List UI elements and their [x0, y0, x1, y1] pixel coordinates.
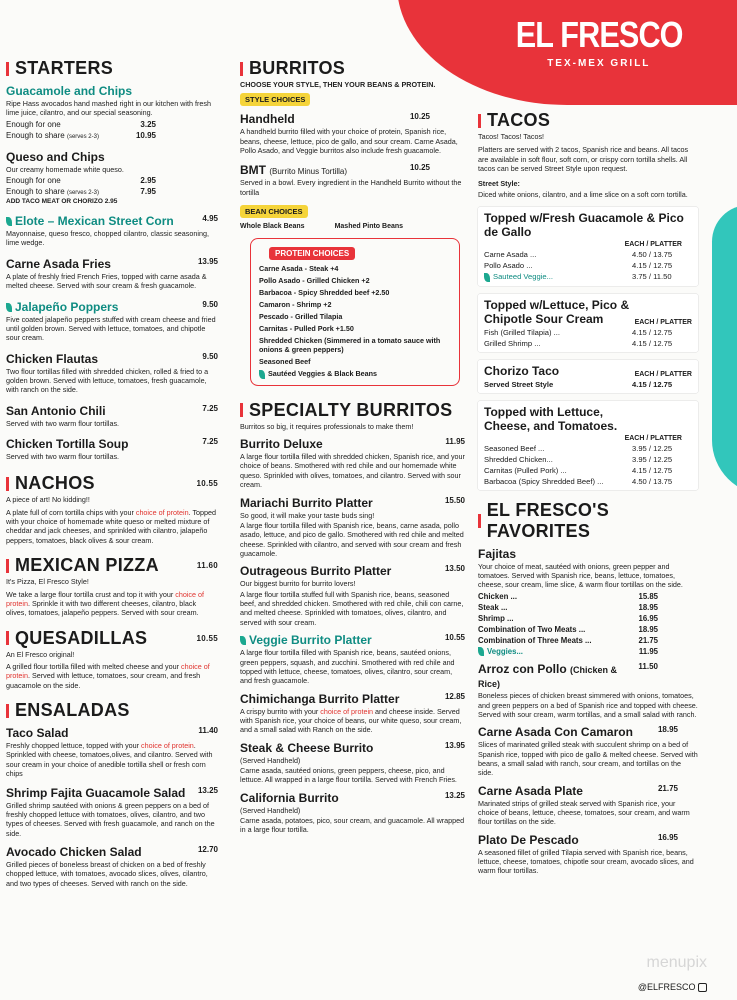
section-burritos: BURRITOS	[240, 58, 465, 79]
item-arroz: Arroz con Pollo (Chicken & Rice) 11.50 Boneless pieces of chicken breast simmered with onions, tomatoes, and green peppers on a bed of Spanish rice and topped with cheese. Served with sour cream, warm tortillas, and a small salad with ranch.	[478, 662, 698, 719]
column-left: STARTERS Guacamole and Chips Ripe Hass avocados hand mashed right in our kitchen with fresh lime juice, cilantro, and our special seasoning. Enough for one 3.25 Enough to share (serves 2-3) 10.95 Queso and Chips Our creamy homemade white queso. Enough for one 2.95 Enough to share (serves 2-3) 7.95 ADD TACO MEAT OR CHORIZO 2.95 Elote – Mexican Street Corn 4.95 Mayonnaise, queso fresco, chopped cilantro, classic seasoning, lime wedge. Carne Asada Fries 13.95 A plate of freshly fried French Fries, topped with carne asada & melted cheese. Served with sour cream & fresh guacamole. Jalapeño Poppers 9.50 Five coated jalapeño peppers stuffed with cream cheese and fried until golden brown. Served with lettuce, tomatoes, and chipotle sour cream. Chicken Flautas 9.50 Two flour tortillas filled with shredded chicken, rolled & fried to a golden brown. Served with lettuce, tomatoes, fresh guacamole, with ranch on the side. San Antonio Chili 7.25 Served with two warm flour tortillas. Chicken Tortilla Soup 7.25 Served with two warm flour tortillas. NACHOS 10.55 A piece of art! No kidding!! A plate full of corn tortilla chips with your choice of protein. Topped with your choice of homemade white queso or melted mixture of cheddar and jack cheeses, and sprinkled with cilantro, jalapeño peppers, tomatoes, black olives & sour cream. MEXICAN PIZZA 11.60 It's Pizza, El Fresco Style! We take a large flour tortilla crust and top it with your choice of protein. Sprinkle it with two different cheeses, cilantro, black olives, tomatoes, jalapeño peppers. Served with sour cream. QUESADILLAS 10.55 An El Fresco original! A grilled flour tortilla filled with melted cheese and your choice of protein. Served with lettuce, tomatoes, sour cream, and fresh guacamole on the side. ENSALADAS Taco Salad 11.40 Freshly chopped lettuce, topped with your choice of protein. Sprinkled with cheese, tomatoes,olives, and cilantro. Served with sour cream in your choice of anedible tortilla shell or fresh corn chips Shrimp Fajita Guacamole Salad 13.25 Grilled shrimp sautéed with onions & green peppers on a bed of freshly chopped lettuce with tomatoes, olives, cilantro, and two types of cheeses. Served with fresh guacamole, and ranch on the side. Avocado Chicken Salad 12.70 Grilled pieces of boneless breast of chicken on a bed of freshly chopped lettuce, with tomatoes, avocado slices, olives, cilantro, and two types of cheeses. Served with ranch on the side.	[6, 58, 218, 888]
taco-group-guacamole: Topped w/Fresh Guacamole & Pico de Gallo EACH / PLATTER Carne Asada ... 4.50 / 13.75 Pollo Asado ... 4.15 / 12.75 Sauteed Veggie... 3.75 / 11.50	[478, 207, 698, 286]
instagram-icon	[698, 983, 707, 992]
section-pizza: MEXICAN PIZZA 11.60	[6, 555, 218, 576]
section-starters: STARTERS	[6, 58, 218, 79]
leaf-icon	[6, 217, 12, 226]
item-guacamole: Guacamole and Chips Ripe Hass avocados hand mashed right in our kitchen with fresh lime juice, cilantro, and our special seasoning. Enough for one 3.25 Enough to share (serves 2-3) 10.95	[6, 84, 211, 140]
section-favorites: EL FRESCO'S FAVORITES	[478, 500, 698, 542]
item-carne-plate: Carne Asada Plate 21.75 Marinated strips of grilled steak served with Spanish rice, your choice of beans, lettuce, cheese, tomatoes, sour cream, and warm flour tortillas on the side.	[478, 783, 690, 827]
item-fajitas: Fajitas Your choice of meat, sautéed with onions, green pepper and tomatoes. Served with Spanish rice, beans, lettuce, tomatoes, cheese, sour cream, lime slice, & warm flour tortillas on the side. Chicken ... 15.85 Steak ... 18.95 Shrimp ... 16.95 Combination of Two Meats ... 18.95 Combination of Three Meats ... 21.75 Veggies... 11.95	[478, 546, 683, 656]
brand-sub: TEX-MEX GRILL	[547, 58, 651, 69]
section-tacos: TACOS	[478, 110, 698, 131]
item-soup: Chicken Tortilla Soup 7.25 Served with two warm flour tortillas.	[6, 437, 218, 462]
item-mariachi: Mariachi Burrito Platter 15.50 So good, it will make your taste buds sing! A large flour tortilla filled with Spanish rice, beans, carne asada, pollo asado, lettuce, and pico de gallo. Smothered with red chile and melted cheese. Sprinkled with cilantro, and served with sour cream and fresh guacamole.	[240, 495, 465, 558]
bean-choices-pill: BEAN CHOICES	[240, 205, 308, 218]
taco-group-chorizo: Chorizo Taco EACH / PLATTER Served Street Style 4.15 / 12.75	[478, 360, 698, 393]
item-chimichanga: Chimichanga Burrito Platter 12.85 A crispy burrito with your choice of protein and cheese inside. Served with Spanish rice, your choice of beans, our white queso, sour cream, and a small salad with Ranch on the side.	[240, 691, 465, 735]
brand-logo	[501, 14, 697, 69]
leaf-icon	[259, 370, 265, 379]
section-specialty: SPECIALTY BURRITOS	[240, 400, 465, 421]
watermark: menupix	[646, 954, 707, 971]
item-chili: San Antonio Chili 7.25 Served with two warm flour tortillas.	[6, 403, 218, 428]
section-quesadillas: QUESADILLAS 10.55	[6, 628, 218, 649]
brand-name: EL FRESCO	[515, 14, 683, 55]
item-flautas: Chicken Flautas 9.50 Two flour tortillas filled with shredded chicken, rolled & fried to a golden brown. Served with lettuce, tomatoes, fresh guacamole, with ranch on the side.	[6, 351, 218, 395]
item-steak-cheese: Steak & Cheese Burrito 13.95 (Served Handheld) Carne asada, sautéed onions, green peppers, cheese, pico, and lettuce. All wrapped in a large flour tortilla. Served with French Fries.	[240, 740, 465, 785]
leaf-icon	[240, 636, 246, 645]
item-carne-fries: Carne Asada Fries 13.95 A plate of freshly fried French Fries, topped with carne asada & melted cheese. Served with sour cream & fresh guacamole.	[6, 256, 218, 291]
taco-group-chipotle: Topped w/Lettuce, Pico & Chipotle Sour Cream EACH / PLATTER Fish (Grilled Tilapia) ... 4.15 / 12.75 Grilled Shrimp ... 4.15 / 12.75	[478, 294, 698, 352]
style-choices-pill: STYLE CHOICES	[240, 93, 310, 106]
bean-list: Whole Black Beans Mashed Pinto Beans	[240, 223, 404, 231]
item-poppers: Jalapeño Poppers 9.50 Five coated jalapeño peppers stuffed with cream cheese and fried until golden brown. Served with lettuce, tomatoes, and chipotle sour cream.	[6, 299, 218, 343]
pizza-desc: We take a large flour tortilla crust and top it with your choice of protein. Sprinkle it with two different cheeses, cilantro, black olives, tomatoes, jalapeño peppers. Served with sour cream.	[6, 589, 205, 618]
item-avocado-salad: Avocado Chicken Salad 12.70 Grilled pieces of boneless breast of chicken on a bed of freshly chopped lettuce, with tomatoes, avocado slices, olives, cilantro, and two types of cheeses. Served with ranch on the side.	[6, 844, 218, 888]
item-pescado: Plato De Pescado 16.95 A seasoned fillet of grilled Tilapia served with Spanish rice, beans, lettuce, cheese, tomatoes, chipotle sour cream, avocado slices, and warm flour tortillas.	[478, 832, 694, 876]
nachos-desc: A plate full of corn tortilla chips with your choice of protein. Topped with your choice of homemade white queso or melted mixture of cheddar and jack cheeses, and sprinkled with cilantro, jalapeño peppers, tomatoes, black olives & sour cream.	[6, 507, 217, 545]
item-camaron: Carne Asada Con Camaron 18.95 Slices of marinated grilled steak with succulent shrimp on a bed of Spanish rice, topped with pico de gallo & melted cheese. Served with beans, a small salad with ranch, sour cream, and tortillas on the side.	[478, 725, 698, 778]
leaf-icon	[484, 273, 490, 282]
protein-choices-box: PROTEIN CHOICES Carne Asada - Steak +4 Pollo Asado - Grilled Chicken +2 Barbacoa - Spicy Shredded beef +2.50 Camaron - Shrimp +2 Pescado - Grilled Tilapia Carnitas - Pulled Pork +1.50 Shredded Chicken (Simmered in a tomato sauce with onions & green peppers) Seasoned Beef Sautéed Veggies & Black Beans	[250, 238, 460, 386]
item-burrito-deluxe: Burrito Deluxe 11.95 A large flour tortilla filled with shredded chicken, Spanish rice, and your choice of beans. Smothered with red chile and our homemade white queso. Sprinkled with olives, tomatoes, and cilantro. Served with sour cream.	[240, 437, 465, 490]
taco-group-lettuce-cheese: Topped with Lettuce, Cheese, and Tomatoes. EACH / PLATTER Seasoned Beef ... 3.95 / 12.25 Shredded Chicken... 3.95 / 12.25 Carnitas (Pulled Pork) ... 4.15 / 12.75 Barbacoa (Spicy Shredded Beef) ... 4.50 / 13.75	[478, 401, 698, 490]
column-middle: BURRITOS CHOOSE YOUR STYLE, THEN YOUR BEANS & PROTEIN. STYLE CHOICES Handheld 10.25 A handheld burrito filled with your choice of protein, Spanish rice, beans, cheese, lettuce, pico de gallo, and sour cream. Carne Asada, Pollo Asado, and Veggie burritos also include fresh guacamole. BMT (Burrito Minus Tortilla) 10.25 Served in a bowl. Every ingredient in the Handheld Burrito without the tortilla BEAN CHOICES Whole Black Beans Mashed Pinto Beans PROTEIN CHOICES Carne Asada - Steak +4 Pollo Asado - Grilled Chicken +2 Barbacoa - Spicy Shredded beef +2.50 Camaron - Shrimp +2 Pescado - Grilled Tilapia Carnitas - Pulled Pork +1.50 Shredded Chicken (Simmered in a tomato sauce with onions & green peppers) Seasoned Beef Sautéed Veggies & Black Beans SPECIALTY BURRITOS Burritos so big, it requires professionals to make them! Burrito Deluxe 11.95 A large flour tortilla filled with shredded chicken, Spanish rice, and your choice of beans. Smothered with red chile and our homemade white queso. Sprinkled with olives, tomatoes, and cilantro. Served with sour cream. Mariachi Burrito Platter 15.50 So good, it will make your taste buds sing! A large flour tortilla filled with Spanish rice, beans, carne asada, pollo asado, lettuce, and pico de gallo. Smothered with red chile and melted cheese. Sprinkled with cilantro, and served with sour cream and fresh guacamole. Outrageous Burrito Platter 13.50 Our biggest burrito for burrito lovers! A large flour tortilla stuffed full with Spanish rice, beans, seasoned beef, and shredded chicken. Smothered with red chile, chili con carne, and melted cheese. Sprinkled with tomatoes, olives, cilantro, and served with sour cream. Veggie Burrito Platter 10.55 A large flour tortilla filled with Spanish rice, beans, sautéed onions, green peppers, squash, and zucchini. Smothered with red chile and topped with lettuce, cheese, tomatoes, olives, cilantro, sour cream, and fresh guacamole. Chimichanga Burrito Platter 12.85 A crispy burrito with your choice of protein and cheese inside. Served with Spanish rice, your choice of beans, our white queso, sour cream, and a small salad with Ranch on the side. Steak & Cheese Burrito 13.95 (Served Handheld) Carne asada, sautéed onions, green peppers, cheese, pico, and lettuce. All wrapped in a large flour tortilla. Served with French Fries. California Burrito 13.25 (Served Handheld) Carne asada, potatoes, pico, sour cream, and guacamole. All wrapped in a large flour tortilla.	[240, 58, 465, 835]
item-outrageous: Outrageous Burrito Platter 13.50 Our biggest burrito for burrito lovers! A large flour tortilla stuffed full with Spanish rice, beans, seasoned beef, and shredded chicken. Smothered with red chile, chili con carne, and melted cheese. Sprinkled with tomatoes, olives, cilantro, and served with sour cream.	[240, 564, 465, 627]
item-queso: Queso and Chips Our creamy homemade white queso. Enough for one 2.95 Enough to share (serves 2-3) 7.95 ADD TACO MEAT OR CHORIZO 2.95	[6, 149, 156, 206]
leaf-icon	[6, 303, 12, 312]
item-veggie-burrito: Veggie Burrito Platter 10.55 A large flour tortilla filled with Spanish rice, beans, sautéed onions, green peppers, squash, and zucchini. Smothered with red chile and topped with lettuce, cheese, tomatoes, olives, cilantro, sour cream, and fresh guacamole.	[240, 633, 465, 686]
leaf-icon	[478, 647, 484, 656]
quesadillas-desc: A grilled flour tortilla filled with melted cheese and your choice of protein. Served with lettuce, tomatoes, sour cream, and fresh guacamole on the side.	[6, 661, 210, 690]
item-taco-salad: Taco Salad 11.40 Freshly chopped lettuce, topped with your choice of protein. Sprinkled with cheese, tomatoes,olives, and cilantro. Served with sour cream in your choice of anedible tortilla shell or fresh corn chips	[6, 726, 218, 779]
social-handle: @ELFRESCO	[638, 982, 707, 992]
item-california: California Burrito 13.25 (Served Handheld) Carne asada, potatoes, pico, sour cream, and guacamole. All wrapped in a large flour tortilla.	[240, 790, 465, 835]
item-bmt: BMT (Burrito Minus Tortilla) 10.25 Served in a bowl. Every ingredient in the Handheld Burrito without the tortilla	[240, 163, 462, 197]
item-elote: Elote – Mexican Street Corn 4.95 Mayonnaise, queso fresco, chopped cilantro, classic seasoning, lime wedge.	[6, 214, 218, 248]
column-right: TACOS Tacos! Tacos! Tacos! Platters are served with 2 tacos, Spanish rice and beans. All tacos are available in soft flour, soft corn, or crispy corn tortilla shells. All tacos can be served Street Style upon request. Street Style: Diced white onions, cilantro, and a lime slice on a soft corn tortilla. Topped w/Fresh Guacamole & Pico de Gallo EACH / PLATTER Carne Asada ... 4.50 / 13.75 Pollo Asado ... 4.15 / 12.75 Sauteed Veggie... 3.75 / 11.50 Topped w/Lettuce, Pico & Chipotle Sour Cream EACH / PLATTER Fish (Grilled Tilapia) ... 4.15 / 12.75 Grilled Shrimp ... 4.15 / 12.75 Chorizo Taco EACH / PLATTER Served Street Style 4.15 / 12.75 Topped with Lettuce, Cheese, and Tomatoes. EACH / PLATTER Seasoned Beef ... 3.95 / 12.25 Shredded Chicken... 3.95 / 12.25 Carnitas (Pulled Pork) ... 4.15 / 12.75 Barbacoa (Spicy Shredded Beef) ... 4.50 / 13.75 EL FRESCO'S FAVORITES Fajitas Your choice of meat, sautéed with onions, green pepper and tomatoes. Served with Spanish rice, beans, lettuce, tomatoes, cheese, sour cream, lime slice, & warm flour tortillas on the side. Chicken ... 15.85 Steak ... 18.95 Shrimp ... 16.95 Combination of Two Meats ... 18.95 Combination of Three Meats ... 21.75 Veggies... 11.95 Arroz con Pollo (Chicken & Rice) 11.50 Boneless pieces of chicken breast simmered with onions, tomatoes, and green peppers on a bed of Spanish rice and topped with cheese. Served with sour cream, warm tortillas, and a small salad with ranch. Carne Asada Con Camaron 18.95 Slices of marinated grilled steak with succulent shrimp on a bed of Spanish rice, topped with pico de gallo & melted cheese. Served with beans, a small salad with ranch, sour cream, and tortillas on the side. Carne Asada Plate 21.75 Marinated strips of grilled steak served with Spanish rice, your choice of beans, lettuce, cheese, tomatoes, sour cream, and warm flour tortillas on the side. Plato De Pescado 16.95 A seasoned fillet of grilled Tilapia served with Spanish rice, beans, lettuce, cheese, tomatoes, chipotle sour cream, avocado slices, and warm flour tortillas.	[478, 110, 698, 876]
section-nachos: NACHOS 10.55	[6, 473, 218, 494]
item-shrimp-salad: Shrimp Fajita Guacamole Salad 13.25 Grilled shrimp sautéed with onions & green peppers on a bed of freshly chopped lettuce with tomatoes, olives, cilantro, and two types of cheeses. Served with fresh guacamole, and ranch on the side.	[6, 785, 218, 838]
item-handheld: Handheld 10.25 A handheld burrito filled with your choice of protein, Spanish rice, beans, cheese, lettuce, pico de gallo, and sour cream. Carne Asada, Pollo Asado, and Veggie burritos also include fresh guacamole.	[240, 112, 458, 156]
section-ensaladas: ENSALADAS	[6, 700, 218, 721]
side-blob	[712, 205, 737, 495]
